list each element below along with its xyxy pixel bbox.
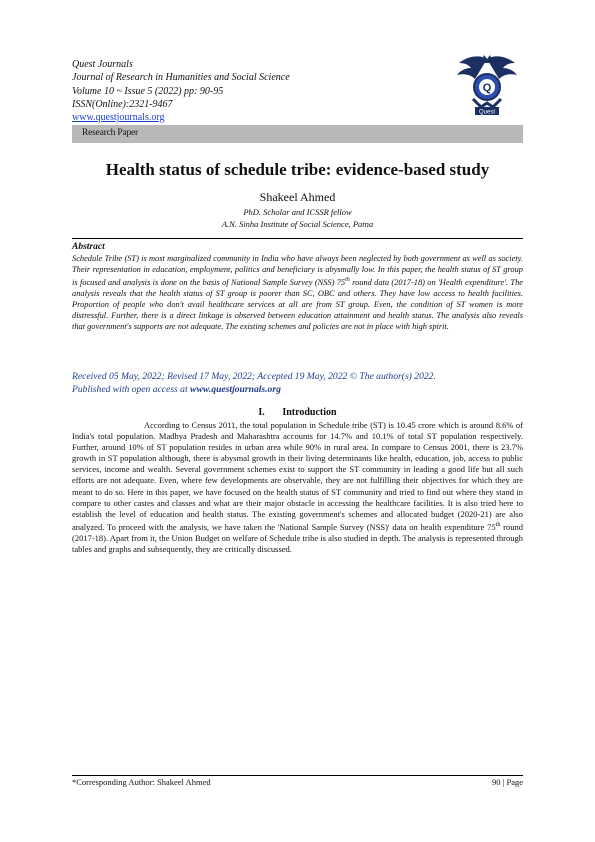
paper-title: Health status of schedule tribe: evidence-based study — [105, 160, 490, 179]
open-access-link[interactable]: www.questjournals.org — [190, 384, 281, 395]
journal-link[interactable]: www.questjournals.org — [72, 112, 165, 124]
author-name: Shakeel Ahmed — [259, 190, 336, 204]
abstract-text: Schedule Tribe (ST) is most marginalized community in India who have always been neglected by both government as well as society. Their representation in education, employment, politics and beneficiary is abysmally low. In this paper, the health status of ST group is focused and analysis is done on the basis of National Sample Survey (NSS) 75th round data (2017-18) on 'Health expenditure'. The analysis reveals that the health status of ST group is poorer than SC, OBC and others. They have low access to health facilities. Proportion of people who don't avail healthcare services at all are from ST group. Even, the condition of ST women is more distressful. Further, there is a direct linkage is observed between education attainment and health status. The analysis also reveals that government's supports are not adequate. The existing schemes and policies are not in place with high spirit. — [72, 254, 523, 332]
footer-divider — [72, 775, 523, 776]
section-type-bar — [72, 125, 523, 143]
page-number: 90 | Page — [492, 777, 523, 787]
journal-header — [72, 58, 290, 124]
affiliation-line: A.N. Sinha Institute of Social Science, Patna — [221, 218, 374, 229]
affiliation-line: PhD. Scholar and ICSSR fellow — [243, 207, 352, 217]
introduction-paragraph: According to Census 2011, the total population in Schedule tribe (ST) is 10.45 crore which is around 8.6% of India's total population. Madhya Pradesh and Maharashtra accounts for 14.7% and 10.1% of total ST population respectively. Further, around 10% of ST population resides in urban area while 90% in rural area. In compare to Census 2001, there is 23.7% growth in ST population although, there is abysmal growth in their living determinants like health, education, job, access to public services, income and wealth. Several government schemes exist to support the ST community in leading a good life but all such efforts are not adequate. Even, where few developments are observable, they are not fulfilling their objectives for which they are meant to do so. Here in this paper, we have focused on the health status of ST community and tried to find out where they stand in compare to other castes and classes and what are their major obstacle in accessing the healthcare facilities. It is also tried here to establish the level of education and health status. The existing government's schemes and allocated budget (2020-21) are also analyzed. To proceed with the analysis, we have taken the 'National Sample Survey (NSS)' data on health expenditure 75th round (2017-18). Apart from it, the Union Budget on welfare of Schedule tribe is also studied in depth. The analysis is represented through tables and graphs and subsequently, they are critically discussed. — [72, 420, 523, 554]
section-title: Introduction — [282, 407, 337, 418]
abstract-heading: Abstract — [72, 242, 105, 252]
author-affiliation — [0, 207, 595, 230]
journal-logo — [451, 53, 523, 117]
logo-text: Quest — [478, 109, 496, 116]
volume-info: Volume 10 ~ Issue 5 (2022) pp: 90-95 — [72, 85, 224, 97]
corresponding-author: *Corresponding Author: Shakeel Ahmed — [72, 777, 211, 787]
journal-name: Quest Journals — [72, 59, 133, 70]
page-footer — [72, 777, 523, 787]
publication-dates — [72, 370, 532, 396]
dates-line: Received 05 May, 2022; Revised 17 May, 2022; Accepted 19 May, 2022 © The author(s) 2022. — [72, 371, 436, 382]
journal-full-name: Journal of Research in Humanities and Social Science — [72, 72, 290, 84]
section-number: I. — [258, 407, 265, 418]
svg-text:Q: Q — [482, 82, 492, 94]
divider — [72, 238, 523, 239]
open-access-line: Published with open access at www.questjournals.org — [72, 384, 281, 395]
section-heading — [0, 407, 595, 418]
issn: ISSN(Online):2321-9467 — [72, 98, 173, 110]
section-type-label: Research Paper — [82, 128, 139, 138]
